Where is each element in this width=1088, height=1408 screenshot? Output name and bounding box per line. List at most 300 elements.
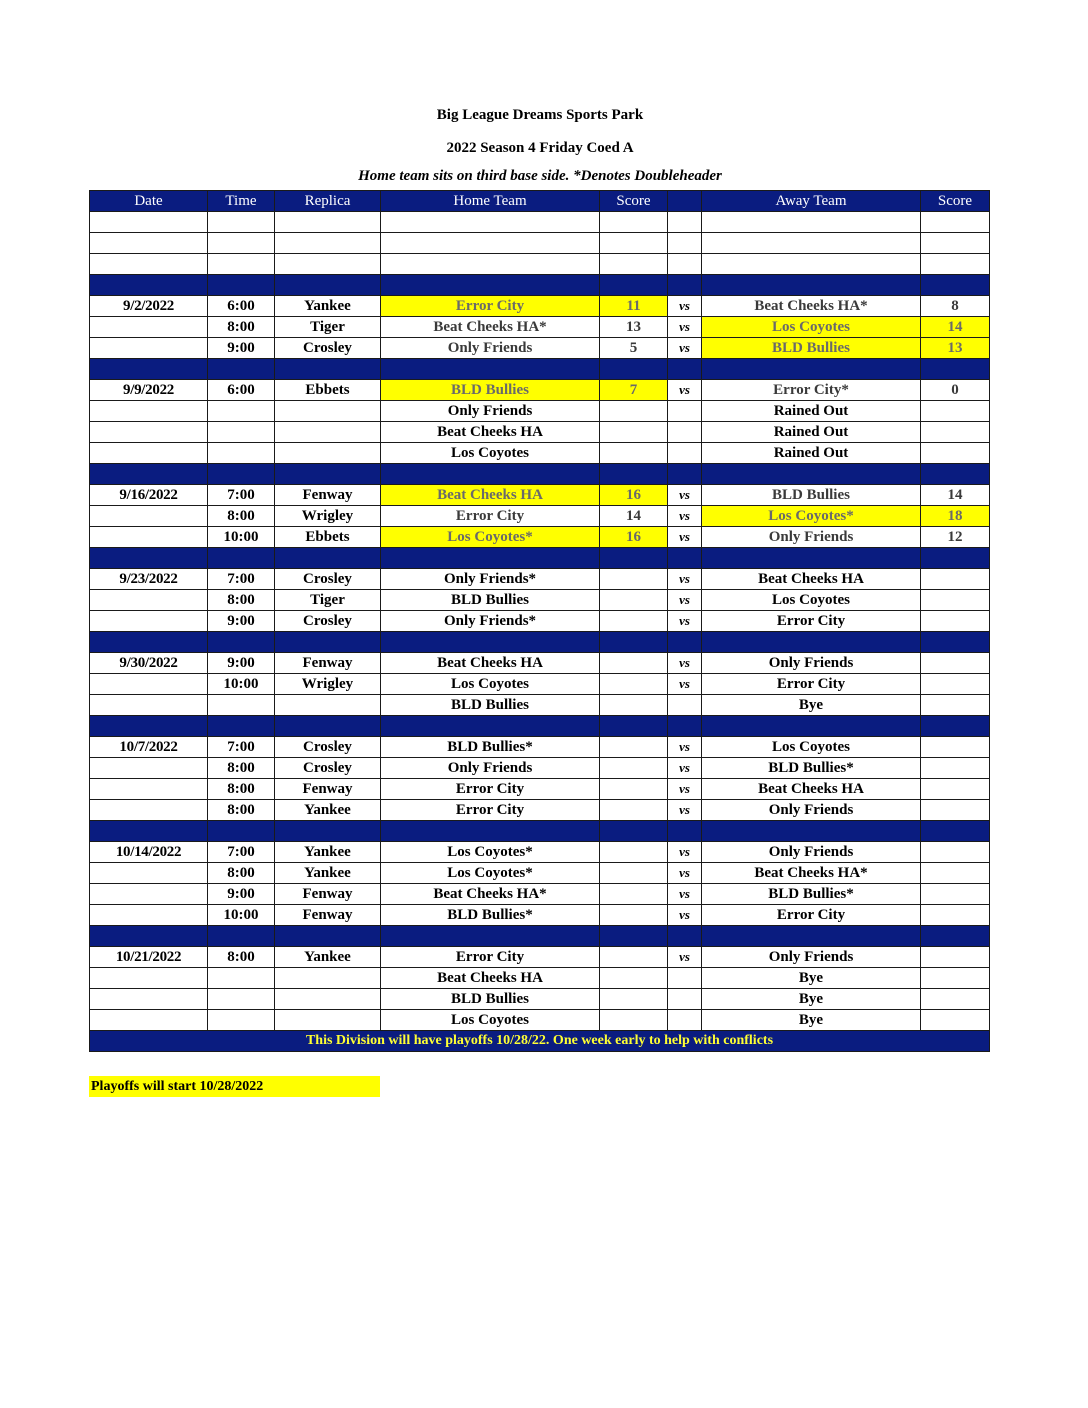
game-row xyxy=(90,842,990,863)
date-cell xyxy=(90,779,208,800)
home-score-cell xyxy=(600,1010,668,1031)
empty-cell xyxy=(275,548,381,569)
home-team-cell: BLD Bullies xyxy=(381,695,600,716)
time-cell xyxy=(208,968,275,989)
empty-cell xyxy=(702,359,921,380)
away-team-cell: Beat Cheeks HA* xyxy=(702,296,921,317)
blank-row xyxy=(90,254,990,275)
schedule-note: Home team sits on third base side. *Denotes Doubleheader xyxy=(358,168,722,184)
season-title: 2022 Season 4 Friday Coed A xyxy=(446,140,634,156)
game-row xyxy=(90,380,990,401)
time-cell: 7:00 xyxy=(208,737,275,758)
home-team-cell: Only Friends xyxy=(381,338,600,359)
vs-cell: vs xyxy=(668,296,702,317)
empty-cell xyxy=(208,464,275,485)
away-team-cell: Bye xyxy=(702,968,921,989)
vs-cell xyxy=(668,443,702,464)
replica-cell: Fenway xyxy=(275,653,381,674)
empty-cell xyxy=(208,821,275,842)
empty-cell xyxy=(275,275,381,296)
date-cell: 9/23/2022 xyxy=(90,569,208,590)
away-team-cell: Los Coyotes xyxy=(702,590,921,611)
home-score-cell xyxy=(600,800,668,821)
empty-cell xyxy=(702,212,921,233)
vs-cell: vs xyxy=(668,611,702,632)
empty-cell xyxy=(90,821,208,842)
home-score-cell: 16 xyxy=(600,527,668,548)
game-row xyxy=(90,485,990,506)
time-cell: 7:00 xyxy=(208,569,275,590)
home-score-cell xyxy=(600,989,668,1010)
away-team-cell: Los Coyotes* xyxy=(702,506,921,527)
home-score-cell xyxy=(600,695,668,716)
away-score-cell: 12 xyxy=(921,527,990,548)
away-score-cell xyxy=(921,611,990,632)
home-score-cell xyxy=(600,422,668,443)
away-score-cell xyxy=(921,863,990,884)
empty-cell xyxy=(275,821,381,842)
vs-cell: vs xyxy=(668,905,702,926)
away-team-cell: BLD Bullies* xyxy=(702,758,921,779)
replica-cell xyxy=(275,695,381,716)
home-score-cell xyxy=(600,443,668,464)
replica-cell: Yankee xyxy=(275,863,381,884)
time-cell xyxy=(208,401,275,422)
date-cell xyxy=(90,863,208,884)
empty-cell xyxy=(600,926,668,947)
home-team-cell: Error City xyxy=(381,779,600,800)
away-score-cell xyxy=(921,758,990,779)
vs-cell xyxy=(668,695,702,716)
empty-cell xyxy=(668,233,702,254)
header-date: Date xyxy=(90,191,208,212)
away-team-cell: Bye xyxy=(702,1010,921,1031)
empty-cell xyxy=(90,548,208,569)
vs-cell: vs xyxy=(668,884,702,905)
date-cell xyxy=(90,590,208,611)
home-score-cell: 5 xyxy=(600,338,668,359)
away-team-cell: BLD Bullies* xyxy=(702,884,921,905)
vs-cell: vs xyxy=(668,338,702,359)
away-team-cell: Only Friends xyxy=(702,800,921,821)
time-cell: 10:00 xyxy=(208,674,275,695)
empty-cell xyxy=(90,464,208,485)
away-team-cell: Los Coyotes xyxy=(702,737,921,758)
vs-cell: vs xyxy=(668,527,702,548)
game-row xyxy=(90,947,990,968)
header-vs xyxy=(668,191,702,212)
home-team-cell: Beat Cheeks HA xyxy=(381,968,600,989)
away-score-cell xyxy=(921,590,990,611)
home-score-cell xyxy=(600,863,668,884)
home-score-cell: 14 xyxy=(600,506,668,527)
away-team-cell: Rained Out xyxy=(702,443,921,464)
empty-cell xyxy=(90,212,208,233)
away-team-cell: Beat Cheeks HA xyxy=(702,779,921,800)
away-team-cell: Los Coyotes xyxy=(702,317,921,338)
empty-cell xyxy=(90,275,208,296)
vs-cell: vs xyxy=(668,653,702,674)
replica-cell: Yankee xyxy=(275,842,381,863)
game-row xyxy=(90,317,990,338)
away-score-cell xyxy=(921,842,990,863)
week-separator-row xyxy=(90,548,990,569)
empty-cell xyxy=(921,212,990,233)
game-row xyxy=(90,905,990,926)
empty-cell xyxy=(381,233,600,254)
replica-cell: Yankee xyxy=(275,947,381,968)
empty-cell xyxy=(208,212,275,233)
empty-cell xyxy=(275,632,381,653)
vs-cell xyxy=(668,1010,702,1031)
replica-cell: Yankee xyxy=(275,296,381,317)
empty-cell xyxy=(275,716,381,737)
away-score-cell: 14 xyxy=(921,317,990,338)
vs-cell xyxy=(668,401,702,422)
time-cell xyxy=(208,1010,275,1031)
away-team-cell: Error City xyxy=(702,905,921,926)
empty-cell xyxy=(921,275,990,296)
home-score-cell xyxy=(600,737,668,758)
empty-cell xyxy=(668,821,702,842)
home-team-cell: Error City xyxy=(381,296,600,317)
empty-cell xyxy=(600,212,668,233)
home-score-cell: 13 xyxy=(600,317,668,338)
time-cell: 7:00 xyxy=(208,842,275,863)
home-score-cell xyxy=(600,611,668,632)
empty-cell xyxy=(921,464,990,485)
vs-cell: vs xyxy=(668,779,702,800)
game-row xyxy=(90,296,990,317)
vs-cell xyxy=(668,422,702,443)
empty-cell xyxy=(921,716,990,737)
empty-cell xyxy=(90,233,208,254)
home-score-cell xyxy=(600,401,668,422)
game-row xyxy=(90,884,990,905)
away-team-cell: Error City xyxy=(702,674,921,695)
game-row xyxy=(90,653,990,674)
away-score-cell xyxy=(921,443,990,464)
game-row xyxy=(90,443,990,464)
empty-cell xyxy=(702,254,921,275)
empty-cell xyxy=(600,254,668,275)
empty-cell xyxy=(921,548,990,569)
time-cell: 8:00 xyxy=(208,947,275,968)
game-row xyxy=(90,737,990,758)
home-score-cell xyxy=(600,569,668,590)
home-score-cell xyxy=(600,590,668,611)
home-team-cell: BLD Bullies xyxy=(381,989,600,1010)
replica-cell: Fenway xyxy=(275,884,381,905)
playoffs-start-note: Playoffs will start 10/28/2022 xyxy=(89,1076,380,1097)
away-score-cell: 18 xyxy=(921,506,990,527)
date-cell: 10/21/2022 xyxy=(90,947,208,968)
empty-cell xyxy=(702,632,921,653)
replica-cell xyxy=(275,989,381,1010)
away-score-cell: 8 xyxy=(921,296,990,317)
date-cell: 10/14/2022 xyxy=(90,842,208,863)
empty-cell xyxy=(381,359,600,380)
replica-cell: Crosley xyxy=(275,569,381,590)
time-cell: 10:00 xyxy=(208,527,275,548)
empty-cell xyxy=(921,359,990,380)
date-cell: 9/9/2022 xyxy=(90,380,208,401)
week-separator-row xyxy=(90,821,990,842)
away-team-cell: Bye xyxy=(702,695,921,716)
vs-cell: vs xyxy=(668,317,702,338)
week-separator-row xyxy=(90,926,990,947)
vs-cell: vs xyxy=(668,485,702,506)
away-score-cell xyxy=(921,737,990,758)
empty-cell xyxy=(921,254,990,275)
home-team-cell: Los Coyotes xyxy=(381,674,600,695)
date-cell xyxy=(90,338,208,359)
home-team-cell: BLD Bullies xyxy=(381,590,600,611)
away-score-cell xyxy=(921,779,990,800)
replica-cell: Fenway xyxy=(275,485,381,506)
empty-cell xyxy=(668,359,702,380)
home-score-cell xyxy=(600,905,668,926)
vs-cell: vs xyxy=(668,569,702,590)
replica-cell: Tiger xyxy=(275,590,381,611)
header-home-score: Score xyxy=(600,191,668,212)
date-cell xyxy=(90,884,208,905)
empty-cell xyxy=(600,548,668,569)
empty-cell xyxy=(702,275,921,296)
game-row xyxy=(90,695,990,716)
home-team-cell: Los Coyotes* xyxy=(381,527,600,548)
empty-cell xyxy=(381,716,600,737)
home-team-cell: Beat Cheeks HA xyxy=(381,653,600,674)
away-team-cell: Beat Cheeks HA xyxy=(702,569,921,590)
date-cell xyxy=(90,758,208,779)
empty-cell xyxy=(600,275,668,296)
away-team-cell: Error City* xyxy=(702,380,921,401)
home-team-cell: Los Coyotes* xyxy=(381,842,600,863)
away-team-cell: Only Friends xyxy=(702,527,921,548)
vs-cell: vs xyxy=(668,800,702,821)
home-team-cell: Error City xyxy=(381,800,600,821)
date-cell xyxy=(90,1010,208,1031)
date-cell: 9/30/2022 xyxy=(90,653,208,674)
week-separator-row xyxy=(90,716,990,737)
home-score-cell xyxy=(600,842,668,863)
empty-cell xyxy=(381,464,600,485)
replica-cell xyxy=(275,422,381,443)
vs-cell: vs xyxy=(668,863,702,884)
date-cell xyxy=(90,401,208,422)
empty-cell xyxy=(600,464,668,485)
empty-cell xyxy=(600,632,668,653)
away-score-cell xyxy=(921,905,990,926)
empty-cell xyxy=(702,548,921,569)
home-team-cell: Los Coyotes* xyxy=(381,863,600,884)
home-score-cell xyxy=(600,779,668,800)
away-team-cell: Bye xyxy=(702,989,921,1010)
away-score-cell xyxy=(921,401,990,422)
home-score-cell: 7 xyxy=(600,380,668,401)
home-team-cell: Los Coyotes xyxy=(381,443,600,464)
time-cell: 6:00 xyxy=(208,296,275,317)
home-team-cell: Beat Cheeks HA xyxy=(381,422,600,443)
playoffs-announcement: This Division will have playoffs 10/28/22. One week early to help with conflicts xyxy=(90,1031,990,1052)
game-row xyxy=(90,569,990,590)
empty-cell xyxy=(208,632,275,653)
date-cell xyxy=(90,989,208,1010)
empty-cell xyxy=(90,716,208,737)
home-team-cell: Only Friends* xyxy=(381,569,600,590)
away-score-cell: 0 xyxy=(921,380,990,401)
empty-cell xyxy=(208,275,275,296)
date-cell xyxy=(90,674,208,695)
empty-cell xyxy=(702,716,921,737)
game-row xyxy=(90,527,990,548)
date-cell xyxy=(90,968,208,989)
time-cell: 9:00 xyxy=(208,884,275,905)
away-team-cell: Only Friends xyxy=(702,947,921,968)
empty-cell xyxy=(208,926,275,947)
away-team-cell: Rained Out xyxy=(702,422,921,443)
empty-cell xyxy=(275,212,381,233)
empty-cell xyxy=(208,716,275,737)
time-cell: 8:00 xyxy=(208,779,275,800)
empty-cell xyxy=(668,212,702,233)
away-score-cell xyxy=(921,674,990,695)
replica-cell xyxy=(275,443,381,464)
game-row xyxy=(90,590,990,611)
empty-cell xyxy=(702,233,921,254)
replica-cell: Wrigley xyxy=(275,674,381,695)
game-row xyxy=(90,800,990,821)
vs-cell xyxy=(668,968,702,989)
empty-cell xyxy=(702,821,921,842)
away-score-cell xyxy=(921,884,990,905)
replica-cell: Wrigley xyxy=(275,506,381,527)
vs-cell xyxy=(668,989,702,1010)
replica-cell xyxy=(275,968,381,989)
home-team-cell: BLD Bullies* xyxy=(381,905,600,926)
game-row xyxy=(90,611,990,632)
empty-cell xyxy=(208,233,275,254)
away-score-cell xyxy=(921,947,990,968)
empty-cell xyxy=(275,464,381,485)
replica-cell: Crosley xyxy=(275,737,381,758)
replica-cell: Yankee xyxy=(275,800,381,821)
home-score-cell: 16 xyxy=(600,485,668,506)
empty-cell xyxy=(668,632,702,653)
empty-cell xyxy=(208,548,275,569)
vs-cell: vs xyxy=(668,758,702,779)
home-team-cell: Los Coyotes xyxy=(381,1010,600,1031)
header-replica: Replica xyxy=(275,191,381,212)
empty-cell xyxy=(668,464,702,485)
vs-cell: vs xyxy=(668,380,702,401)
date-cell: 10/7/2022 xyxy=(90,737,208,758)
game-row xyxy=(90,779,990,800)
empty-cell xyxy=(90,926,208,947)
vs-cell: vs xyxy=(668,737,702,758)
header-home-team: Home Team xyxy=(381,191,600,212)
header-away-score: Score xyxy=(921,191,990,212)
home-team-cell: Beat Cheeks HA* xyxy=(381,884,600,905)
empty-cell xyxy=(90,359,208,380)
game-row xyxy=(90,758,990,779)
game-row xyxy=(90,863,990,884)
week-separator-row xyxy=(90,359,990,380)
empty-cell xyxy=(381,548,600,569)
home-team-cell: Error City xyxy=(381,506,600,527)
time-cell xyxy=(208,695,275,716)
header-time: Time xyxy=(208,191,275,212)
empty-cell xyxy=(208,359,275,380)
vs-cell: vs xyxy=(668,590,702,611)
empty-cell xyxy=(921,821,990,842)
blank-row xyxy=(90,212,990,233)
time-cell xyxy=(208,422,275,443)
away-team-cell: Only Friends xyxy=(702,653,921,674)
time-cell xyxy=(208,443,275,464)
home-score-cell: 11 xyxy=(600,296,668,317)
vs-cell: vs xyxy=(668,674,702,695)
game-row xyxy=(90,506,990,527)
schedule-table xyxy=(89,190,990,1052)
empty-cell xyxy=(381,275,600,296)
time-cell: 8:00 xyxy=(208,590,275,611)
away-score-cell xyxy=(921,569,990,590)
game-row xyxy=(90,422,990,443)
home-team-cell: Beat Cheeks HA* xyxy=(381,317,600,338)
replica-cell: Fenway xyxy=(275,905,381,926)
empty-cell xyxy=(275,926,381,947)
date-cell xyxy=(90,905,208,926)
away-score-cell: 14 xyxy=(921,485,990,506)
empty-cell xyxy=(381,632,600,653)
replica-cell xyxy=(275,1010,381,1031)
replica-cell: Tiger xyxy=(275,317,381,338)
home-score-cell xyxy=(600,947,668,968)
away-score-cell xyxy=(921,422,990,443)
game-row xyxy=(90,989,990,1010)
time-cell: 9:00 xyxy=(208,611,275,632)
home-team-cell: BLD Bullies* xyxy=(381,737,600,758)
date-cell: 9/16/2022 xyxy=(90,485,208,506)
game-row xyxy=(90,674,990,695)
empty-cell xyxy=(668,275,702,296)
vs-cell: vs xyxy=(668,947,702,968)
away-team-cell: BLD Bullies xyxy=(702,338,921,359)
replica-cell: Ebbets xyxy=(275,380,381,401)
empty-cell xyxy=(381,212,600,233)
time-cell xyxy=(208,989,275,1010)
header-row xyxy=(90,191,990,212)
away-score-cell: 13 xyxy=(921,338,990,359)
away-team-cell: Beat Cheeks HA* xyxy=(702,863,921,884)
replica-cell: Ebbets xyxy=(275,527,381,548)
away-team-cell: Only Friends xyxy=(702,842,921,863)
time-cell: 8:00 xyxy=(208,863,275,884)
home-team-cell: Only Friends* xyxy=(381,611,600,632)
home-team-cell: BLD Bullies xyxy=(381,380,600,401)
game-row xyxy=(90,1010,990,1031)
replica-cell: Crosley xyxy=(275,338,381,359)
date-cell xyxy=(90,422,208,443)
away-team-cell: BLD Bullies xyxy=(702,485,921,506)
vs-cell: vs xyxy=(668,506,702,527)
home-team-cell: Only Friends xyxy=(381,758,600,779)
away-score-cell xyxy=(921,695,990,716)
empty-cell xyxy=(702,464,921,485)
empty-cell xyxy=(600,359,668,380)
